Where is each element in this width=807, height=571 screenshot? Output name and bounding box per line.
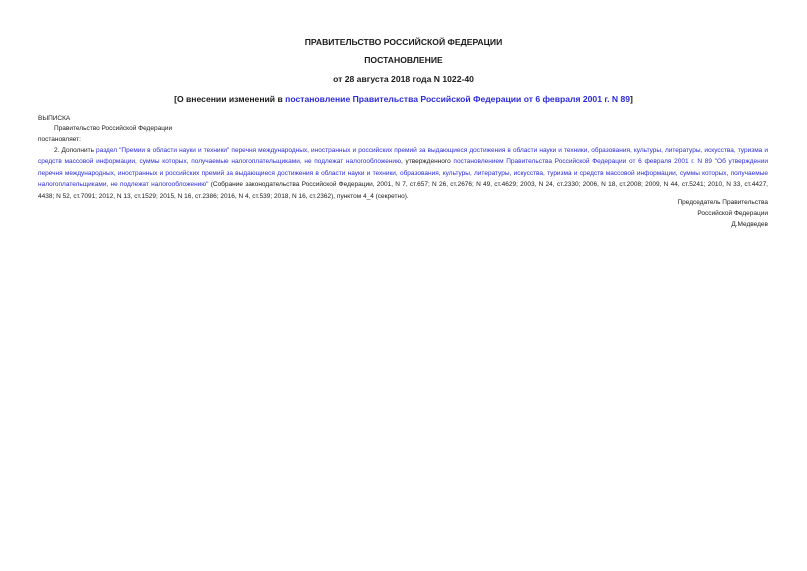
resolves-line: постановляет: bbox=[38, 136, 81, 143]
subject-link[interactable]: постановление Правительства Российской Федерации от 6 февраля 2001 г. N 89 bbox=[285, 94, 631, 104]
item-link-resolution[interactable]: постановлением Правительства Российской Федерации от 6 февраля 2001 г. N 89 "Об утверждении перечня международных, иностранных и российских премий за выдающиеся достижения в области науки и техники, образования, культуры, литературы, искусства, туризма и средств массовой информации, суммы которых, получаемые налогоплательщиками, не подлежат налогообложению" bbox=[38, 158, 768, 189]
subject-suffix: ] bbox=[630, 94, 633, 104]
item-prefix: 2. Дополнить bbox=[54, 147, 97, 154]
item-suffix: (Собрание законодательства Российской Федерации, 2001, N 7, ст.657; N 26, ст.2676; N 49, ст.4629; 2003, N 24, ст.2330; 2006, N 18, ст.2008; 2009, N 44, ст.5241; 2010, N 33, ст.4427, 4438; N 52, ст.7091; 2012, N 13, ст.1529; 2015, N 16, ст.2386; 2016, N 4, ст.539; 2018, N 16, ст.2362), пунктом 4_4 (секретно). bbox=[38, 181, 768, 200]
extract-label: ВЫПИСКА bbox=[38, 115, 71, 122]
document-date-number: от 28 августа 2018 года N 1022-40 bbox=[333, 74, 474, 84]
issuer-line: Правительство Российской Федерации bbox=[54, 125, 173, 132]
document-type-heading: ПОСТАНОВЛЕНИЕ bbox=[364, 55, 443, 65]
signature-position-line1: Председатель Правительства bbox=[677, 199, 768, 206]
signature-name: Д.Медведев bbox=[731, 221, 768, 228]
document-org-heading: ПРАВИТЕЛЬСТВО РОССИЙСКОЙ ФЕДЕРАЦИИ bbox=[304, 37, 503, 47]
signature-position-line2: Российской Федерации bbox=[697, 210, 768, 217]
subject-prefix: [О внесении изменений в bbox=[174, 94, 286, 104]
item-paragraph bbox=[38, 145, 768, 202]
document-subject bbox=[0, 94, 807, 105]
item-link-section[interactable]: раздел "Премии в области науки и техники" перечня международных, иностранных и российских премий за выдающиеся достижения в области науки и техники, образования, культуры, литературы, искусства, туризма и средств массовой информации, суммы которых, получаемые налогоплательщиками, не подлежат налогообложению bbox=[38, 147, 768, 166]
item-mid: , утвержденного bbox=[400, 158, 454, 166]
